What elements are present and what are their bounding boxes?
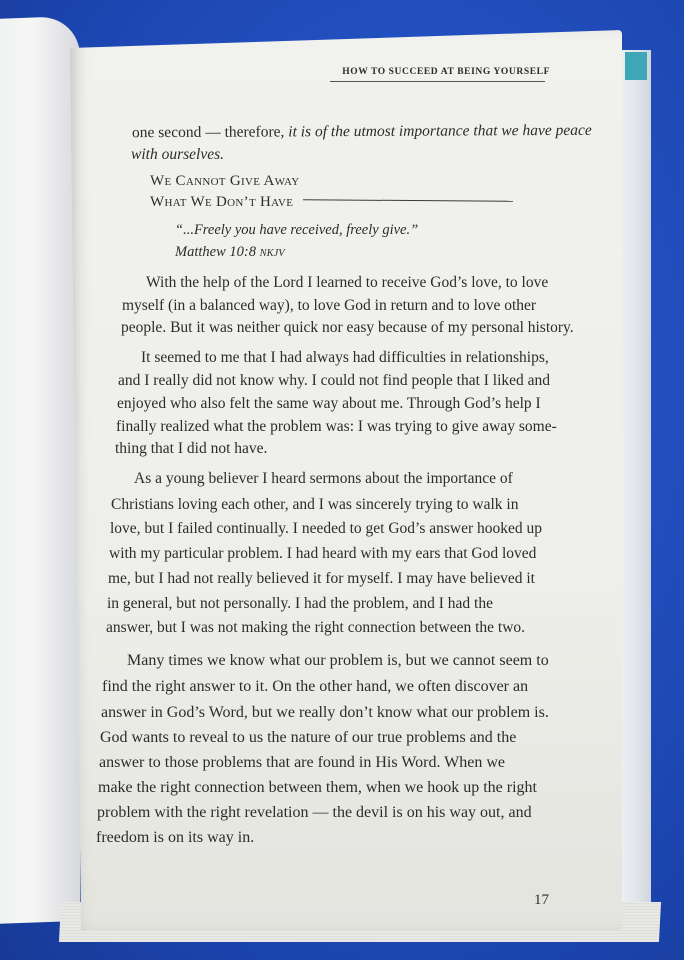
p4-line-8: freedom is on its way in. [96,829,255,846]
p3-line-3: love, but I failed continually. I needed to get God’s answer hooked up [110,520,543,537]
p3-line-5: me, but I had not really believed it for myself. I may have believed it [108,570,535,587]
continuation-italic: it is of the utmost importance that we have peace [288,121,592,141]
epigraph-reference [175,245,285,260]
continuation-line-2: with ourselves. [131,146,224,163]
p3-line-2: Christians loving each other, and I was sincerely trying to walk in [111,496,519,513]
epigraph-quote: “...Freely you have received, freely give.” [175,222,419,238]
p2-line-4: finally realized what the problem was: I was trying to give away some- [116,418,557,435]
p4-line-1: Many times we know what our problem is, but we cannot seem to [127,652,549,669]
running-head: HOW TO SUCCEED AT BEING YOURSELF [342,67,550,77]
p3-line-6: in general, but not personally. I had the problem, and I had the [107,595,493,612]
continuation-plain: one second — therefore, [131,123,289,142]
p4-line-6: make the right connection between them, when we hook up the right [98,779,537,796]
left-page-edge [0,16,80,925]
p3-line-7: answer, but I was not making the right connection between the two. [106,619,526,636]
page-number: 17 [534,892,549,908]
p1-line-2: myself (in a balanced way), to love God in return and to love other [122,297,537,314]
p2-line-1: It seemed to me that I had always had difficulties in relationships, [141,349,549,366]
p4-line-4: God wants to reveal to us the nature of our true problems and the [100,729,517,746]
p4-line-5: answer to those problems that are found in His Word. When we [99,754,506,771]
epigraph-version: NKJV [259,248,285,259]
p4-line-7: problem with the right revelation — the devil is on his way out, and [97,804,532,821]
section-heading-line-2: What We Don’t Have [150,194,294,210]
epigraph-verse: Matthew 10:8 [175,244,256,260]
p2-line-3: enjoyed who also felt the same way about me. Through God’s help I [117,395,541,412]
p1-line-3: people. But it was neither quick nor easy because of my personal history. [121,319,574,336]
p3-line-1: As a young believer I heard sermons about the importance of [134,470,513,487]
cover-teal-accent [625,52,647,80]
p4-line-3: answer in God’s Word, but we really don’t know what our problem is. [101,704,549,721]
continuation-line-1 [132,123,592,141]
p1-line-1: With the help of the Lord I learned to receive God’s love, to love [146,274,549,291]
running-head-rule [330,81,545,82]
p2-line-5: thing that I did not have. [115,440,268,457]
section-heading-line-1: We Cannot Give Away [150,173,300,189]
p4-line-2: find the right answer to it. On the other hand, we often discover an [102,678,529,695]
p2-line-2: and I really did not know why. I could not find people that I liked and [118,372,551,389]
p3-line-4: with my particular problem. I had heard with my ears that God loved [109,545,537,562]
